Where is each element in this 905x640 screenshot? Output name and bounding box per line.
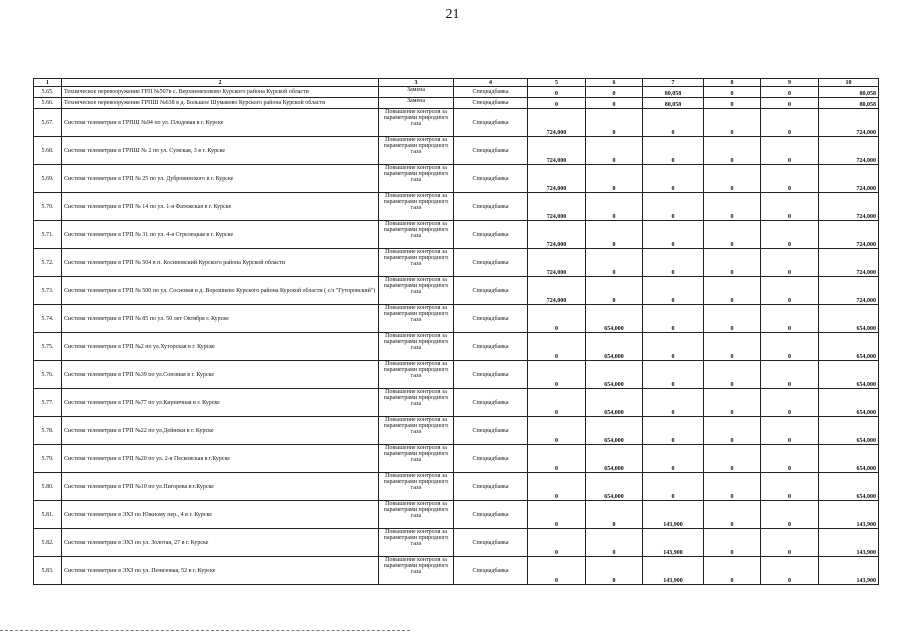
table-row bbox=[34, 109, 879, 137]
value-col5: 0 bbox=[528, 98, 586, 109]
value-col7: 0 bbox=[643, 333, 704, 361]
item-name: Система телеметрии в ГРП № 504 в п. Косиновский Курского района Курской области bbox=[62, 249, 379, 277]
value-col5: 0 bbox=[528, 417, 586, 445]
value-col9: 0 bbox=[761, 249, 819, 277]
item-name: Система телеметрии в ГРП № 14 по ул. 1-я Фатежская в г. Курске bbox=[62, 193, 379, 221]
value-col6: 0 bbox=[586, 165, 643, 193]
value-col7: 0 bbox=[643, 417, 704, 445]
value-total: 654,000 bbox=[819, 333, 879, 361]
item-purpose: Повышение контроля за параметрами природного газа bbox=[379, 333, 454, 361]
value-col9: 0 bbox=[761, 389, 819, 417]
value-total: 654,000 bbox=[819, 445, 879, 473]
item-name: Система телеметрии в ГРП №2 по ул.Хуторская в г. Курске bbox=[62, 333, 379, 361]
table-row bbox=[34, 277, 879, 305]
table-row bbox=[34, 473, 879, 501]
table-row bbox=[34, 389, 879, 417]
bottom-scan-line bbox=[0, 630, 410, 631]
value-col9: 0 bbox=[761, 333, 819, 361]
value-col6: 0 bbox=[586, 137, 643, 165]
value-col9: 0 bbox=[761, 277, 819, 305]
item-purpose: Повышение контроля за параметрами природного газа bbox=[379, 221, 454, 249]
value-col9: 0 bbox=[761, 109, 819, 137]
value-col7: 80,058 bbox=[643, 87, 704, 98]
item-number: 5.65. bbox=[34, 87, 62, 98]
table-row bbox=[34, 305, 879, 333]
column-number: 10 bbox=[819, 79, 879, 87]
item-purpose: Замена bbox=[379, 87, 454, 98]
table-row bbox=[34, 333, 879, 361]
value-col6: 0 bbox=[586, 277, 643, 305]
value-col5: 0 bbox=[528, 389, 586, 417]
item-number: 5.81. bbox=[34, 501, 62, 529]
value-total: 654,000 bbox=[819, 389, 879, 417]
item-number: 5.69. bbox=[34, 165, 62, 193]
value-col6: 0 bbox=[586, 98, 643, 109]
table-row bbox=[34, 193, 879, 221]
value-col8: 0 bbox=[704, 529, 761, 557]
item-purpose: Повышение контроля за параметрами природного газа bbox=[379, 109, 454, 137]
item-number: 5.70. bbox=[34, 193, 62, 221]
value-col6: 0 bbox=[586, 87, 643, 98]
value-total: 724,000 bbox=[819, 165, 879, 193]
value-col8: 0 bbox=[704, 389, 761, 417]
value-col9: 0 bbox=[761, 221, 819, 249]
value-col5: 724,000 bbox=[528, 137, 586, 165]
value-col9: 0 bbox=[761, 137, 819, 165]
value-col7: 0 bbox=[643, 165, 704, 193]
value-col7: 0 bbox=[643, 249, 704, 277]
table-row bbox=[34, 417, 879, 445]
item-name: Техническое перевооружение ГРП №507в с. Верхнемеховово Курского района Курской области bbox=[62, 87, 379, 98]
item-name: Система телеметрии в ГРПШ № 2 по ул. Сумская, 3 в г. Курске bbox=[62, 137, 379, 165]
value-total: 724,000 bbox=[819, 137, 879, 165]
funding-source: Спецнадбавка bbox=[454, 193, 528, 221]
item-name: Система телеметрии в ГРП №22 по ул.Дейнеки в г. Курске bbox=[62, 417, 379, 445]
value-col5: 0 bbox=[528, 87, 586, 98]
value-col8: 0 bbox=[704, 277, 761, 305]
item-number: 5.72. bbox=[34, 249, 62, 277]
column-number: 1 bbox=[34, 79, 62, 87]
table-row bbox=[34, 137, 879, 165]
item-number: 5.73. bbox=[34, 277, 62, 305]
funding-source: Спецнадбавка bbox=[454, 277, 528, 305]
value-col8: 0 bbox=[704, 501, 761, 529]
value-col9: 0 bbox=[761, 529, 819, 557]
item-number: 5.66. bbox=[34, 98, 62, 109]
column-number: 2 bbox=[62, 79, 379, 87]
value-col6: 0 bbox=[586, 529, 643, 557]
table-row bbox=[34, 445, 879, 473]
table-row bbox=[34, 361, 879, 389]
item-name: Система телеметрии в ЭХЗ по Южному пер., 4 в г. Курске bbox=[62, 501, 379, 529]
funding-source: Спецнадбавка bbox=[454, 305, 528, 333]
item-name: Система телеметрии в ЭХЗ по ул. Золотая, 27 в г. Курске bbox=[62, 529, 379, 557]
value-col9: 0 bbox=[761, 305, 819, 333]
item-purpose: Повышение контроля за параметрами природного газа bbox=[379, 501, 454, 529]
value-col5: 0 bbox=[528, 473, 586, 501]
value-col6: 0 bbox=[586, 557, 643, 585]
funding-source: Спецнадбавка bbox=[454, 221, 528, 249]
value-col8: 0 bbox=[704, 87, 761, 98]
value-col7: 0 bbox=[643, 389, 704, 417]
item-number: 5.68. bbox=[34, 137, 62, 165]
value-col7: 0 bbox=[643, 221, 704, 249]
value-total: 143,900 bbox=[819, 501, 879, 529]
item-name: Техническое перевооружение ГРПШ №638 в д. Большое Шумаково Курского района Курской области bbox=[62, 98, 379, 109]
item-purpose: Повышение контроля за параметрами природного газа bbox=[379, 529, 454, 557]
funding-source: Спецнадбавка bbox=[454, 417, 528, 445]
column-number: 5 bbox=[528, 79, 586, 87]
table-row bbox=[34, 529, 879, 557]
value-col8: 0 bbox=[704, 165, 761, 193]
value-total: 724,000 bbox=[819, 221, 879, 249]
item-number: 5.75. bbox=[34, 333, 62, 361]
value-col8: 0 bbox=[704, 333, 761, 361]
value-total: 654,000 bbox=[819, 473, 879, 501]
value-col7: 0 bbox=[643, 277, 704, 305]
item-name: Система телеметрии в ГРП №10 по ул.Пигорева в г.Курске bbox=[62, 473, 379, 501]
value-col6: 0 bbox=[586, 221, 643, 249]
value-col5: 0 bbox=[528, 305, 586, 333]
value-col9: 0 bbox=[761, 193, 819, 221]
value-total: 724,000 bbox=[819, 249, 879, 277]
item-number: 5.79. bbox=[34, 445, 62, 473]
value-total: 654,000 bbox=[819, 361, 879, 389]
funding-source: Спецнадбавка bbox=[454, 109, 528, 137]
funding-source: Спецнадбавка bbox=[454, 361, 528, 389]
column-number: 9 bbox=[761, 79, 819, 87]
item-name: Система телеметрии в ГРП № 500 по ул. Сосновая в д. Ворошнево Курского района Курской области ( с/з "Гуторовский") bbox=[62, 277, 379, 305]
value-col5: 724,000 bbox=[528, 221, 586, 249]
value-col6: 654,000 bbox=[586, 305, 643, 333]
value-col8: 0 bbox=[704, 445, 761, 473]
item-name: Система телеметрии в ГРП № 85 по ул. 50 лет Октября г. Курске bbox=[62, 305, 379, 333]
value-col7: 0 bbox=[643, 305, 704, 333]
item-purpose: Повышение контроля за параметрами природного газа bbox=[379, 361, 454, 389]
item-purpose: Повышение контроля за параметрами природного газа bbox=[379, 389, 454, 417]
item-number: 5.78. bbox=[34, 417, 62, 445]
funding-source: Спецнадбавка bbox=[454, 501, 528, 529]
value-col5: 0 bbox=[528, 529, 586, 557]
table-row bbox=[34, 165, 879, 193]
value-col6: 0 bbox=[586, 193, 643, 221]
table-row bbox=[34, 221, 879, 249]
table-row bbox=[34, 501, 879, 529]
value-col7: 143,900 bbox=[643, 529, 704, 557]
value-col8: 0 bbox=[704, 361, 761, 389]
value-col7: 0 bbox=[643, 445, 704, 473]
value-col6: 0 bbox=[586, 109, 643, 137]
value-col9: 0 bbox=[761, 557, 819, 585]
value-col5: 724,000 bbox=[528, 277, 586, 305]
value-col5: 0 bbox=[528, 333, 586, 361]
value-col6: 654,000 bbox=[586, 333, 643, 361]
item-purpose: Повышение контроля за параметрами природного газа bbox=[379, 137, 454, 165]
funding-source: Спецнадбавка bbox=[454, 473, 528, 501]
value-col6: 654,000 bbox=[586, 417, 643, 445]
funding-source: Спецнадбавка bbox=[454, 249, 528, 277]
column-number: 3 bbox=[379, 79, 454, 87]
item-number: 5.82. bbox=[34, 529, 62, 557]
item-number: 5.80. bbox=[34, 473, 62, 501]
value-col6: 0 bbox=[586, 501, 643, 529]
column-number: 6 bbox=[586, 79, 643, 87]
item-purpose: Замена bbox=[379, 98, 454, 109]
column-number: 7 bbox=[643, 79, 704, 87]
value-col9: 0 bbox=[761, 165, 819, 193]
value-total: 80,058 bbox=[819, 87, 879, 98]
value-col8: 0 bbox=[704, 557, 761, 585]
value-col9: 0 bbox=[761, 473, 819, 501]
value-col9: 0 bbox=[761, 417, 819, 445]
value-col9: 0 bbox=[761, 98, 819, 109]
value-total: 724,000 bbox=[819, 277, 879, 305]
value-col5: 0 bbox=[528, 445, 586, 473]
value-col6: 654,000 bbox=[586, 361, 643, 389]
value-total: 143,900 bbox=[819, 557, 879, 585]
item-number: 5.74. bbox=[34, 305, 62, 333]
value-total: 724,000 bbox=[819, 109, 879, 137]
value-col7: 0 bbox=[643, 137, 704, 165]
value-col7: 80,058 bbox=[643, 98, 704, 109]
value-total: 654,000 bbox=[819, 417, 879, 445]
value-col5: 0 bbox=[528, 501, 586, 529]
table-body bbox=[34, 79, 879, 585]
value-col9: 0 bbox=[761, 87, 819, 98]
item-purpose: Повышение контроля за параметрами природного газа bbox=[379, 193, 454, 221]
item-number: 5.83. bbox=[34, 557, 62, 585]
value-col7: 0 bbox=[643, 361, 704, 389]
value-col8: 0 bbox=[704, 417, 761, 445]
table-row bbox=[34, 249, 879, 277]
funding-source: Спецнадбавка bbox=[454, 333, 528, 361]
value-col7: 143,900 bbox=[643, 557, 704, 585]
column-number-row bbox=[34, 79, 879, 87]
table-row bbox=[34, 557, 879, 585]
value-col5: 724,000 bbox=[528, 165, 586, 193]
funding-source: Спецнадбавка bbox=[454, 445, 528, 473]
page-number: 21 bbox=[445, 7, 460, 22]
value-col5: 724,000 bbox=[528, 249, 586, 277]
value-col8: 0 bbox=[704, 109, 761, 137]
value-col8: 0 bbox=[704, 137, 761, 165]
value-col9: 0 bbox=[761, 501, 819, 529]
value-col5: 724,000 bbox=[528, 109, 586, 137]
value-col7: 0 bbox=[643, 109, 704, 137]
value-col8: 0 bbox=[704, 193, 761, 221]
item-name: Система телеметрии в ГРПШ №94 по ул. Плодовая в г. Курске bbox=[62, 109, 379, 137]
funding-source: Спецнадбавка bbox=[454, 87, 528, 98]
item-number: 5.71. bbox=[34, 221, 62, 249]
table-row bbox=[34, 87, 879, 98]
funding-source: Спецнадбавка bbox=[454, 529, 528, 557]
value-col5: 0 bbox=[528, 557, 586, 585]
value-col5: 724,000 bbox=[528, 193, 586, 221]
item-name: Система телеметрии в ГРП № 31 по ул. 4-я Стрелецкая в г. Курске bbox=[62, 221, 379, 249]
value-col7: 143,900 bbox=[643, 501, 704, 529]
item-name: Система телеметрии в ГРП № 25 по ул. Дубровинского в г. Курске bbox=[62, 165, 379, 193]
item-purpose: Повышение контроля за параметрами природного газа bbox=[379, 165, 454, 193]
value-col6: 654,000 bbox=[586, 389, 643, 417]
item-name: Система телеметрии в ГРП №39 по ул.Союзная в г. Курске bbox=[62, 361, 379, 389]
value-col6: 654,000 bbox=[586, 445, 643, 473]
value-total: 724,000 bbox=[819, 193, 879, 221]
item-name: Система телеметрии в ГРП №20 по ул. 2-я Песковская в г.Курске bbox=[62, 445, 379, 473]
funding-source: Спецнадбавка bbox=[454, 98, 528, 109]
item-purpose: Повышение контроля за параметрами природного газа bbox=[379, 305, 454, 333]
value-col5: 0 bbox=[528, 361, 586, 389]
value-total: 143,900 bbox=[819, 529, 879, 557]
funding-source: Спецнадбавка bbox=[454, 137, 528, 165]
value-col8: 0 bbox=[704, 98, 761, 109]
funding-source: Спецнадбавка bbox=[454, 557, 528, 585]
value-col7: 0 bbox=[643, 193, 704, 221]
value-total: 654,000 bbox=[819, 305, 879, 333]
item-purpose: Повышение контроля за параметрами природного газа bbox=[379, 249, 454, 277]
value-col8: 0 bbox=[704, 305, 761, 333]
investment-table bbox=[33, 78, 879, 585]
funding-source: Спецнадбавка bbox=[454, 389, 528, 417]
value-col6: 0 bbox=[586, 249, 643, 277]
value-col8: 0 bbox=[704, 221, 761, 249]
value-col8: 0 bbox=[704, 473, 761, 501]
item-number: 5.67. bbox=[34, 109, 62, 137]
column-number: 4 bbox=[454, 79, 528, 87]
item-purpose: Повышение контроля за параметрами природного газа bbox=[379, 473, 454, 501]
item-purpose: Повышение контроля за параметрами природного газа bbox=[379, 557, 454, 585]
funding-source: Спецнадбавка bbox=[454, 165, 528, 193]
value-col6: 654,000 bbox=[586, 473, 643, 501]
item-purpose: Повышение контроля за параметрами природного газа bbox=[379, 417, 454, 445]
item-number: 5.76. bbox=[34, 361, 62, 389]
table-row bbox=[34, 98, 879, 109]
item-name: Система телеметрии в ЭХЗ по ул. Пенизовая, 52 в г. Курске bbox=[62, 557, 379, 585]
value-col9: 0 bbox=[761, 361, 819, 389]
value-col9: 0 bbox=[761, 445, 819, 473]
item-purpose: Повышение контроля за параметрами природного газа bbox=[379, 277, 454, 305]
column-number: 8 bbox=[704, 79, 761, 87]
item-name: Система телеметрии в ГРП №77 по ул.Кирпичная в г. Курске bbox=[62, 389, 379, 417]
value-col7: 0 bbox=[643, 473, 704, 501]
item-number: 5.77. bbox=[34, 389, 62, 417]
item-purpose: Повышение контроля за параметрами природного газа bbox=[379, 445, 454, 473]
value-total: 80,058 bbox=[819, 98, 879, 109]
value-col8: 0 bbox=[704, 249, 761, 277]
